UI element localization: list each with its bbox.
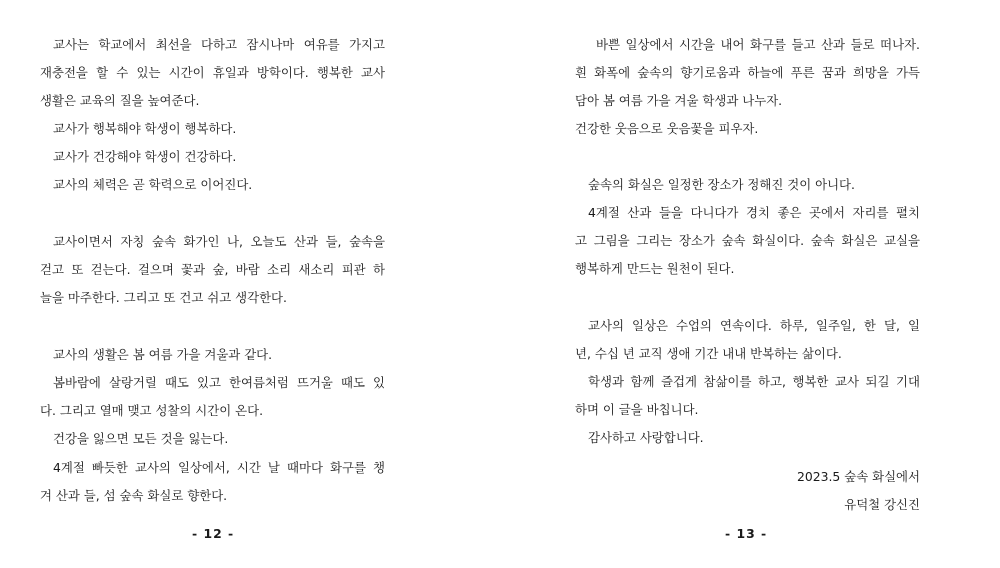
paragraph-line: 교사가 건강해야 학생이 건강하다. bbox=[53, 149, 237, 164]
paragraph-line: 교사의 생활은 봄 여름 가을 겨울과 같다. bbox=[53, 347, 273, 362]
paragraph-line: 하며 이 글을 바칩니다. bbox=[575, 402, 699, 417]
paragraph-line: 년, 수십 년 교직 생애 기간 내내 반복하는 삶이다. bbox=[575, 346, 842, 361]
left-page bbox=[40, 0, 385, 568]
paragraph-line: 숲속의 화실은 일정한 장소가 정해진 것이 아니다. bbox=[588, 177, 855, 192]
paragraph-line: 4계절 산과 들을 다니다가 경치 좋은 곳에서 자리를 펼치 bbox=[588, 205, 920, 220]
paragraph-line: 늘을 마주한다. 그리고 또 건고 쉬고 생각한다. bbox=[40, 290, 287, 305]
paragraph-line: 재충전을 할 수 있는 시간이 휴일과 방학이다. 행복한 교사 bbox=[40, 65, 385, 80]
page-number: - 12 - bbox=[192, 526, 235, 541]
paragraph-line: 4계절 빠듯한 교사의 일상에서, 시간 날 때마다 화구를 챙 bbox=[53, 460, 385, 475]
paragraph-line: 겨 산과 들, 섬 숲속 화실로 향한다. bbox=[40, 488, 228, 503]
paragraph-line: 건강을 잃으면 모든 것을 잃는다. bbox=[53, 431, 229, 446]
paragraph-line: 교사의 체력은 곧 학력으로 이어진다. bbox=[53, 177, 253, 192]
right-page bbox=[575, 0, 920, 568]
paragraph-line: 감사하고 사랑합니다. bbox=[588, 430, 704, 445]
paragraph-line: 다. 그리고 열매 맺고 성찰의 시간이 온다. bbox=[40, 403, 264, 418]
paragraph-line: 걷고 또 걷는다. 걸으며 꽃과 숲, 바람 소리 새소리 피관 하 bbox=[40, 262, 385, 277]
paragraph-line: 담아 봄 여름 가을 겨울 학생과 나누자. bbox=[575, 93, 783, 108]
signature-date: 2023.5 숲속 화실에서 bbox=[796, 469, 920, 484]
paragraph-line: 교사가 행복해야 학생이 행복하다. bbox=[53, 121, 237, 136]
paragraph-line: 봄바람에 살랑거릴 때도 있고 한여름처럼 뜨거울 때도 있 bbox=[53, 375, 385, 390]
paragraph-line: 교사의 일상은 수업의 연속이다. 하루, 일주일, 한 달, 일 bbox=[588, 318, 920, 333]
paragraph-line: 건강한 웃음으로 웃음꽃을 피우자. bbox=[575, 121, 759, 136]
paragraph-line: 교사는 학교에서 최선을 다하고 잠시나마 여유를 가지고 bbox=[53, 37, 385, 52]
paragraph-line: 생활은 교육의 질을 높여준다. bbox=[40, 93, 200, 108]
paragraph-line: 바쁜 일상에서 시간을 내어 화구를 들고 산과 들로 떠나자. bbox=[596, 37, 920, 52]
paragraph-line: 교사이면서 자칭 숲속 화가인 나, 오늘도 산과 들, 숲속을 bbox=[53, 234, 385, 249]
paragraph-line: 흰 화폭에 숲속의 향기로움과 하늘에 푸른 꿈과 희망을 가득 bbox=[575, 65, 920, 80]
paragraph-line: 고 그림을 그리는 장소가 숲속 화실이다. 숲속 화실은 교실을 bbox=[575, 233, 920, 248]
signature-names: 유덕철 강신진 bbox=[844, 497, 920, 512]
page-number: - 13 - bbox=[725, 526, 768, 541]
paragraph-line: 학생과 함께 즐겁게 참삶이를 하고, 행복한 교사 되길 기대 bbox=[588, 374, 920, 389]
paragraph-line: 행복하게 만드는 원천이 된다. bbox=[575, 261, 735, 276]
